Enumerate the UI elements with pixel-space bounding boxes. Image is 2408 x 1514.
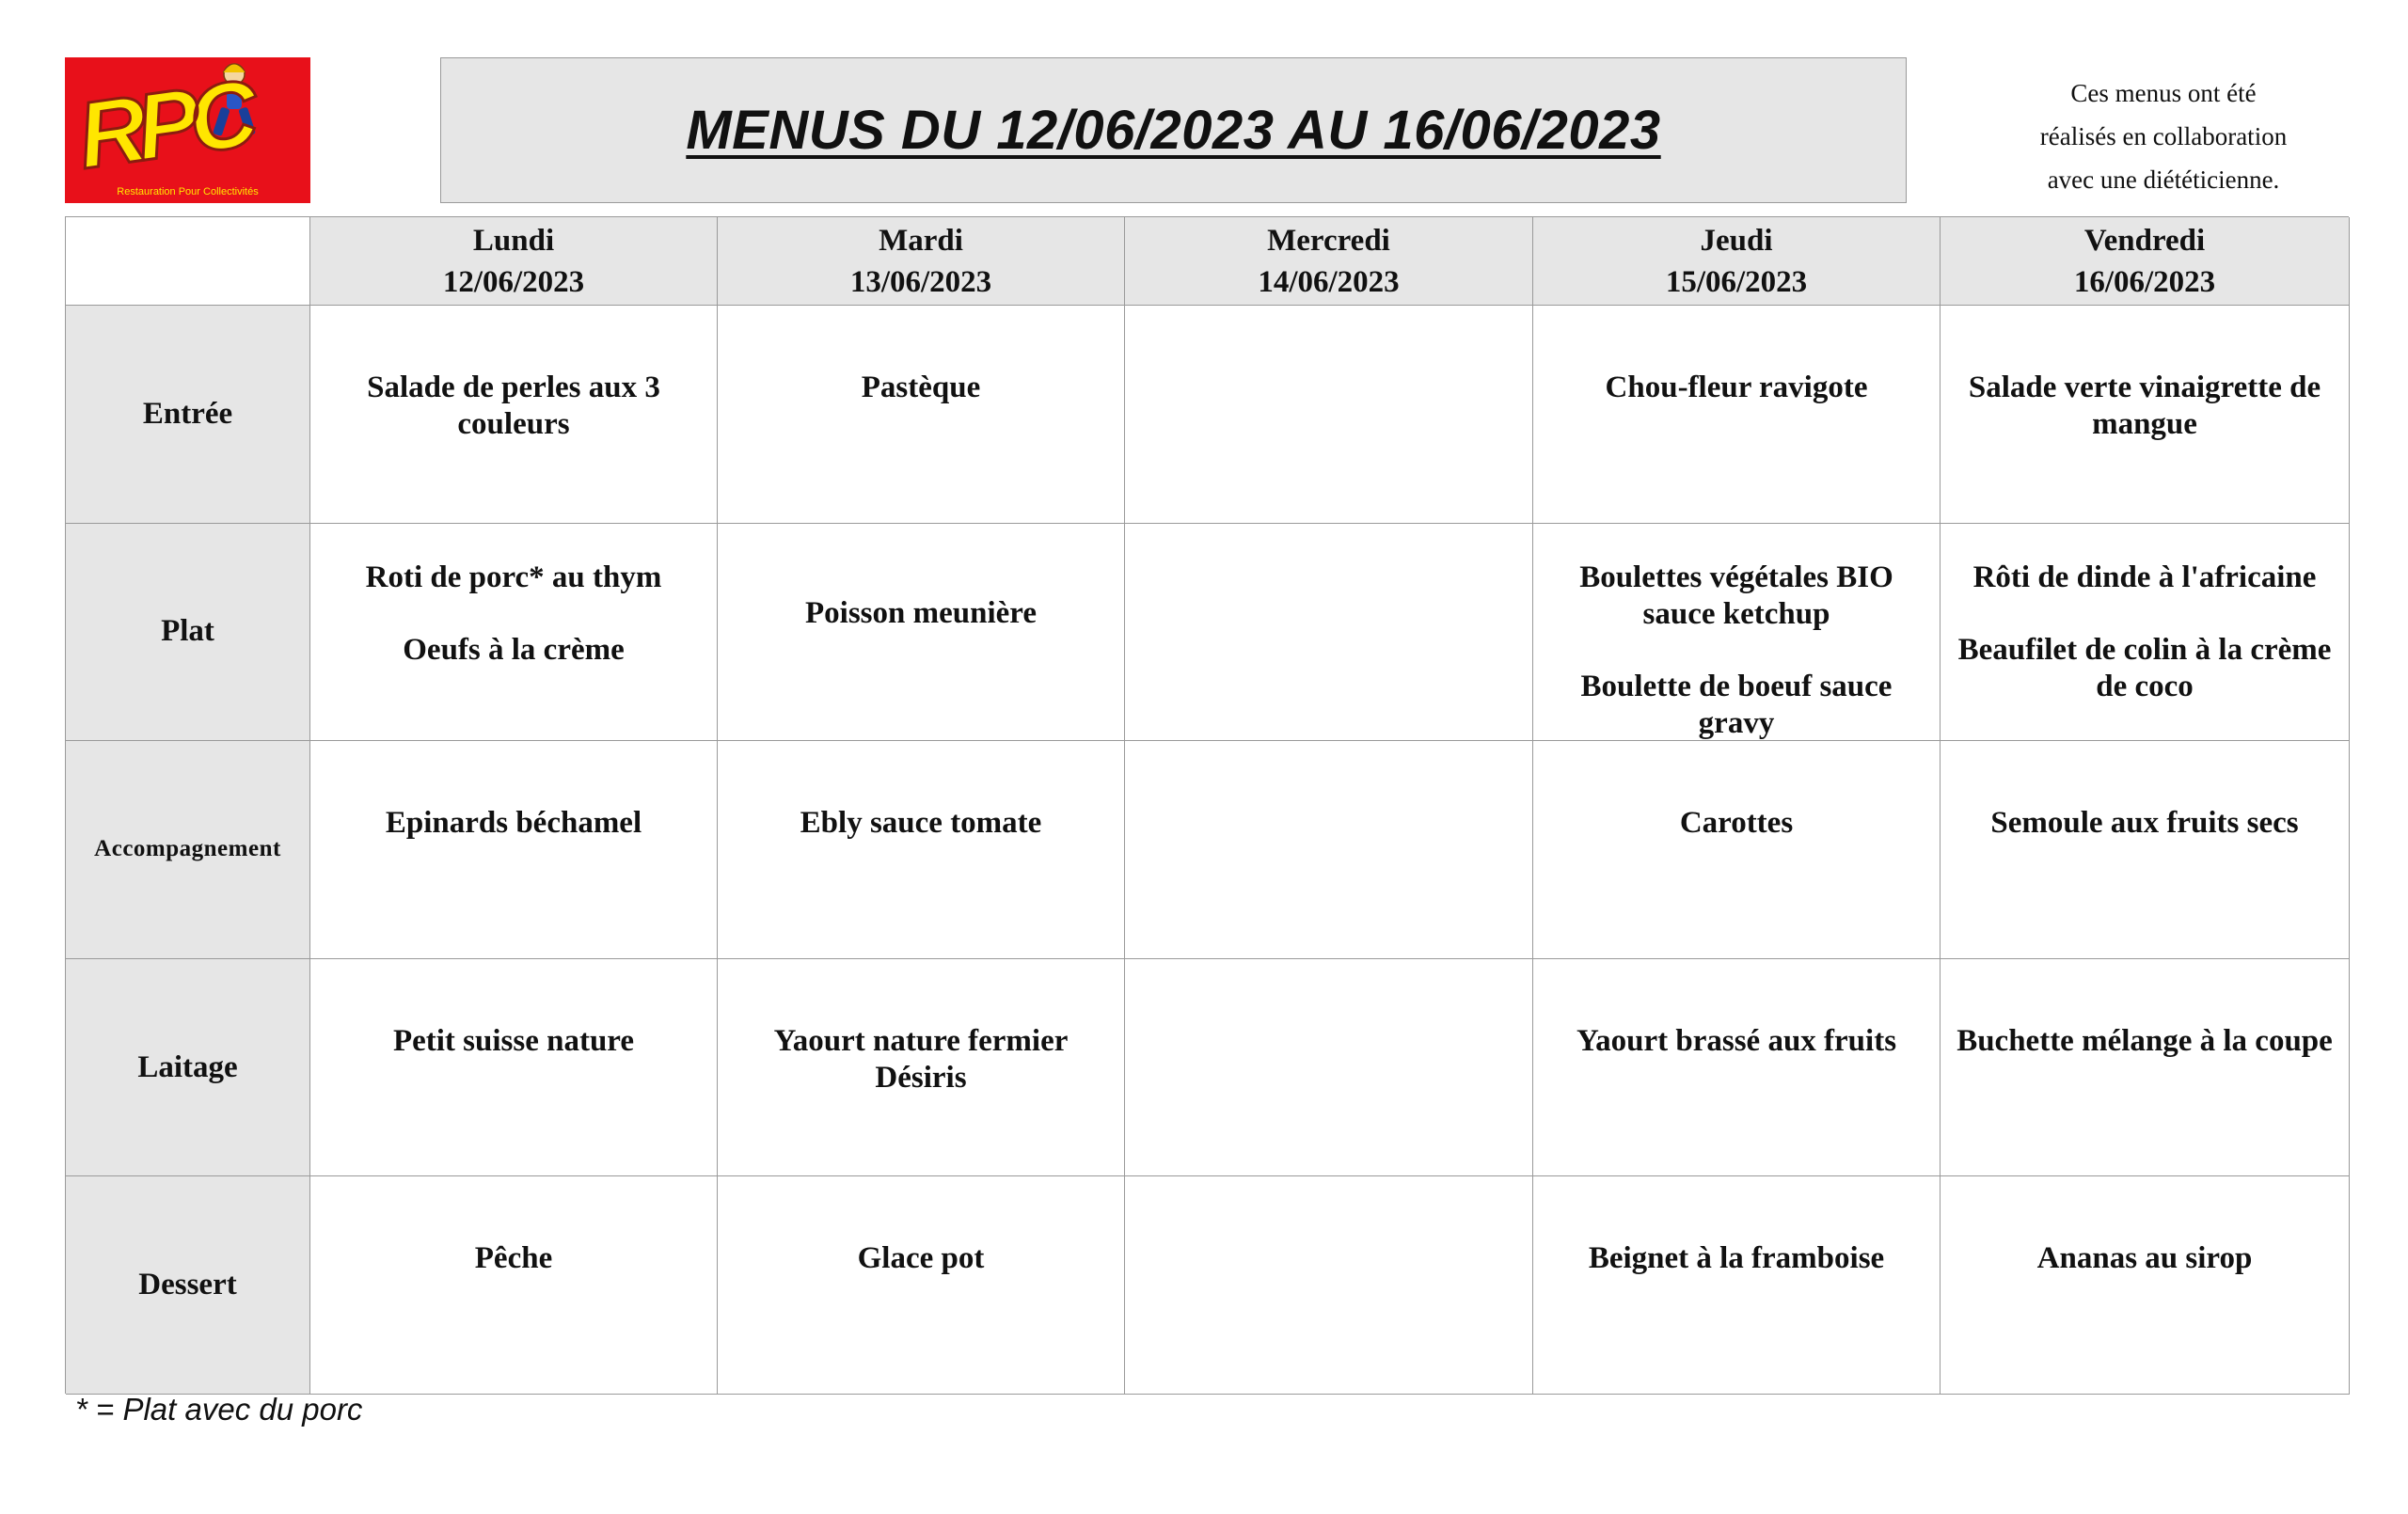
- logo-letters: RPC: [71, 60, 256, 190]
- course-label-accompagnement: Accompagnement: [66, 741, 310, 959]
- course-label-plat: Plat: [66, 524, 310, 742]
- day-header-mercredi: [1125, 217, 1533, 306]
- day-name: Lundi: [472, 223, 555, 258]
- dish-name: Pastèque: [861, 371, 981, 404]
- dish-name: Oeufs à la crème: [403, 632, 625, 667]
- menu-cell-entree-vendredi: [1941, 306, 2350, 524]
- menu-cell-plat-mercredi: [1125, 524, 1533, 742]
- dish-name: Semoule aux fruits secs: [1990, 806, 2299, 841]
- menu-cell-entree-mercredi: [1125, 306, 1533, 524]
- dish-name: Ananas au sirop: [2036, 1241, 2253, 1276]
- day-date: 12/06/2023: [442, 264, 585, 299]
- menu-cell-entree-jeudi: [1533, 306, 1941, 524]
- dish-name: Pêche: [474, 1241, 553, 1276]
- logo-tagline: Restauration Pour Collectivités: [117, 186, 259, 197]
- menu-cell-laitage-vendredi: [1941, 959, 2350, 1177]
- menu-cell-dessert-jeudi: [1533, 1176, 1941, 1395]
- menu-cell-dessert-mercredi: [1125, 1176, 1533, 1395]
- dish-name: Salade verte vinaigrette de mangue: [1968, 371, 2321, 441]
- menu-cell-entree-lundi: [310, 306, 718, 524]
- day-header-lundi: [310, 217, 718, 306]
- dish-name: Yaourt brassé aux fruits: [1576, 1023, 1897, 1058]
- dish-name: Chou-fleur ravigote: [1605, 371, 1868, 404]
- dish-name: Carottes: [1679, 806, 1794, 841]
- menu-cell-laitage-lundi: [310, 959, 718, 1177]
- menu-cell-accompagnement-mardi: [718, 741, 1125, 959]
- day-header-vendredi: [1941, 217, 2350, 306]
- menu-cell-plat-mardi: [718, 524, 1125, 742]
- day-name: Jeudi: [1700, 223, 1773, 258]
- dish-name: Boulettes végétales BIO sauce ketchup: [1579, 560, 1893, 631]
- dish-name: Salade de perles aux 3 couleurs: [367, 371, 660, 441]
- day-header-mardi: [718, 217, 1125, 306]
- menu-cell-accompagnement-vendredi: [1941, 741, 2350, 959]
- dish-name: Buchette mélange à la coupe: [1956, 1023, 2333, 1058]
- note-line: avec une diététicienne.: [2047, 166, 2280, 194]
- pork-footnote: * = Plat avec du porc: [75, 1392, 363, 1427]
- menu-table: [65, 216, 2349, 1394]
- dish-name: Boulette de boeuf sauce gravy: [1580, 669, 1893, 740]
- menu-cell-plat-jeudi: [1533, 524, 1941, 742]
- day-date: 14/06/2023: [1258, 264, 1400, 299]
- dish-name: Beignet à la framboise: [1588, 1241, 1885, 1276]
- dish-name: Yaourt nature fermier Désiris: [773, 1023, 1069, 1095]
- menu-cell-accompagnement-mercredi: [1125, 741, 1533, 959]
- menu-cell-accompagnement-jeudi: [1533, 741, 1941, 959]
- day-header-jeudi: [1533, 217, 1941, 306]
- day-date: 15/06/2023: [1665, 264, 1808, 299]
- menu-cell-plat-vendredi: [1941, 524, 2350, 742]
- dish-name: Roti de porc* au thym: [365, 560, 662, 594]
- page-title: MENUS DU 12/06/2023 AU 16/06/2023: [686, 100, 1661, 161]
- menu-cell-entree-mardi: [718, 306, 1125, 524]
- dish-name: Epinards béchamel: [385, 806, 642, 841]
- note-line: Ces menus ont été: [2070, 79, 2257, 107]
- dish-name: Rôti de dinde à l'africaine: [1972, 560, 2317, 594]
- note-line: réalisés en collaboration: [2039, 122, 2288, 150]
- day-name: Mardi: [879, 223, 963, 258]
- dish-name: Glace pot: [857, 1241, 985, 1276]
- dish-name: Poisson meunière: [805, 595, 1037, 630]
- day-name: Mercredi: [1267, 223, 1390, 258]
- day-name: Vendredi: [2083, 223, 2206, 258]
- menu-cell-dessert-lundi: [310, 1176, 718, 1395]
- dietitian-note: [1956, 71, 2370, 201]
- menu-cell-accompagnement-lundi: [310, 741, 718, 959]
- dish-name: Ebly sauce tomate: [800, 806, 1042, 841]
- dish-name: Beaufilet de colin à la crème de coco: [1957, 632, 2332, 703]
- menu-cell-laitage-mercredi: [1125, 959, 1533, 1177]
- table-corner: [66, 217, 310, 306]
- day-date: 13/06/2023: [849, 264, 992, 299]
- course-label-dessert: Dessert: [66, 1176, 310, 1395]
- menu-cell-dessert-vendredi: [1941, 1176, 2350, 1395]
- menu-cell-laitage-jeudi: [1533, 959, 1941, 1177]
- menu-cell-dessert-mardi: [718, 1176, 1125, 1395]
- dish-name: Petit suisse nature: [392, 1023, 635, 1058]
- day-date: 16/06/2023: [2073, 264, 2216, 299]
- rpc-logo: [65, 57, 310, 203]
- course-label-entree: Entrée: [66, 306, 310, 524]
- menu-cell-laitage-mardi: [718, 959, 1125, 1177]
- title-box: [440, 57, 1907, 203]
- course-label-laitage: Laitage: [66, 959, 310, 1177]
- menu-cell-plat-lundi: [310, 524, 718, 742]
